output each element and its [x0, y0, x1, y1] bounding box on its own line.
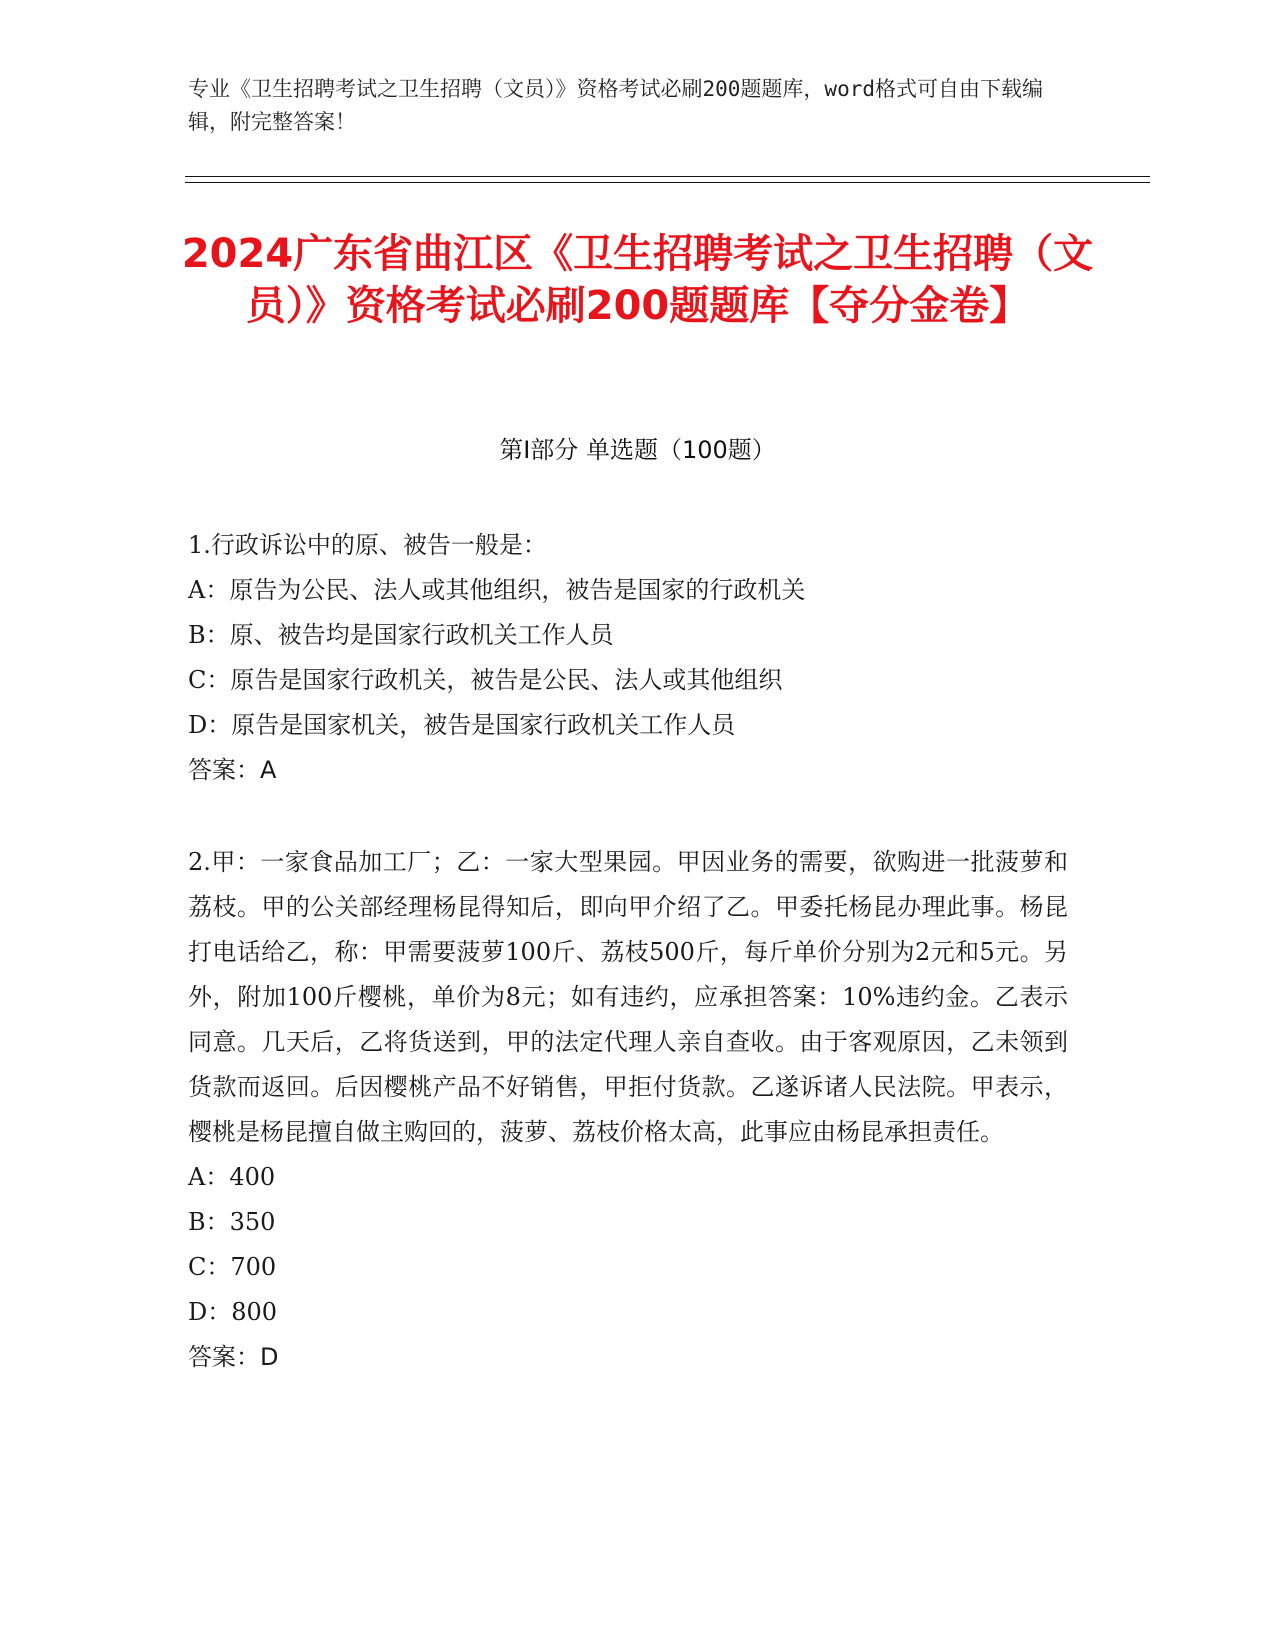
answer: 答案：D	[188, 1343, 279, 1371]
question-2	[188, 840, 1068, 1380]
question-stem: 1.行政诉讼中的原、被告一般是：	[188, 531, 547, 559]
section-title: 第I部分 单选题（100题）	[499, 436, 776, 464]
question-stem: 2.甲：一家食品加工厂；乙：一家大型果园。甲因业务的需要，欲购进一批菠萝和荔枝。甲的公关部经理杨昆得知后，即向甲介绍了乙。甲委托杨昆办理此事。杨昆打电话给乙，称：甲需要菠萝100斤、荔枝500斤，每斤单价分别为2元和5元。另外，附加100斤樱桃，单价为8元；如有违约，应承担答案：10%违约金。乙表示同意。几天后，乙将货送到，甲的法定代理人亲自查收。由于客观原因，乙未领到货款而返回。后因樱桃产品不好销售，甲拒付货款。乙遂诉诸人民法院。甲表示，樱桃是杨昆擅自做主购回的，菠萝、荔枝价格太高，此事应由杨昆承担责任。	[188, 848, 1068, 1146]
option-d: D：800	[188, 1298, 278, 1326]
answer: 答案：A	[188, 756, 277, 784]
document-title: 2024广东省曲江区《卫生招聘考试之卫生招聘（文员）》资格考试必刷200题题库【夺分金卷】	[181, 231, 1094, 329]
header-divider-bottom	[185, 182, 1150, 183]
option-a: A：原告为公民、法人或其他组织，被告是国家的行政机关	[188, 576, 806, 604]
option-c: C：700	[188, 1253, 277, 1281]
option-c: C：原告是国家行政机关，被告是公民、法人或其他组织	[188, 666, 783, 694]
header-divider-top	[185, 176, 1150, 177]
option-a: A：400	[188, 1163, 276, 1191]
option-b: B：原、被告均是国家行政机关工作人员	[188, 621, 614, 649]
option-b: B：350	[188, 1208, 276, 1236]
option-d: D：原告是国家机关，被告是国家行政机关工作人员	[188, 711, 736, 739]
header-note: 专业《卫生招聘考试之卫生招聘（文员）》资格考试必刷200题题库，word格式可自由下载编辑，附完整答案！	[188, 77, 1043, 134]
question-1	[188, 523, 1068, 793]
